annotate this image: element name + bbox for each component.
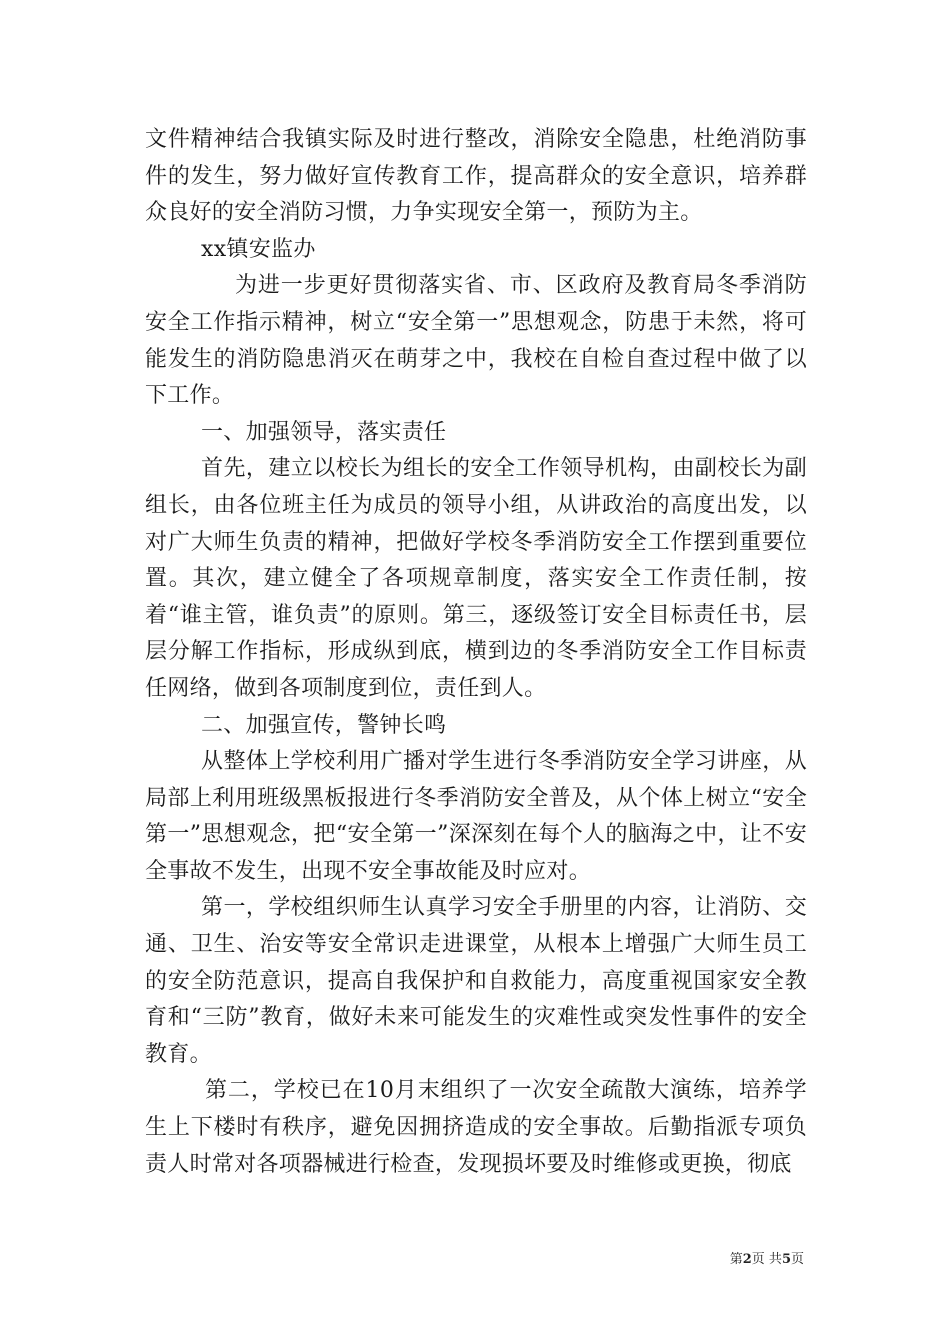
paragraph-publicity: 从整体上学校利用广播对学生进行冬季消防安全学习讲座，从局部上利用班级黑板报进行冬季消防安全普及，从个体上树立“安全第一”思想观念，把“安全第一”深深刻在每个人的脑海之中，让不安全事故不发生，出现不安全事故能及时应对。	[145, 749, 807, 884]
footer-suffix: 页	[790, 1252, 804, 1267]
paragraph-first: 第一，学校组织师生认真学习安全手册里的内容，让消防、交通、卫生、治安等安全常识走进课堂，从根本上增强广大师生员工的安全防范意识，提高自我保护和自救能力，高度重视国家安全教育和“三防”教育，做好未来可能发生的灾难性或突发性事件的安全教育。	[145, 895, 807, 1067]
paragraph-intro: 为进一步更好贯彻落实省、市、区政府及教育局冬季消防安全工作指示精神，树立“安全第一”思想观念，防患于未然，将可能发生的消防隐患消灭在萌芽之中，我校在自检自查过程中做了以下工作。	[145, 273, 807, 409]
document-body	[145, 122, 807, 1183]
page-number-footer	[730, 1248, 804, 1267]
section-heading-1: 一、加强领导，落实责任	[201, 419, 447, 445]
paragraph-leadership: 首先，建立以校长为组长的安全工作领导机构，由副校长为副组长，由各位班主任为成员的领导小组，从讲政治的高度出发，以对广大师生负责的精神，把做好学校冬季消防安全工作摆到重要位置。其次，建立健全了各项规章制度，落实安全工作责任制，按着“谁主管，谁负责”的原则。第三，逐级签订安全目标责任书，层层分解工作指标，形成纵到底，横到边的冬季消防安全工作目标责任网络，做到各项制度到位，责任到人。	[145, 456, 807, 701]
paragraph-second: 第二，学校已在10月末组织了一次安全疏散大演练，培养学生上下楼时有秩序，避免因拥挤造成的安全事故。后勤指派专项负责人时常对各项器械进行检查，发现损坏要及时维修或更换，彻底	[145, 1078, 807, 1177]
signature-line: xx镇安监办	[201, 236, 316, 262]
footer-prefix: 第	[729, 1252, 743, 1267]
section-heading-2: 二、加强宣传，警钟长鸣	[201, 712, 447, 738]
footer-total-pages: 5	[781, 1252, 791, 1267]
paragraph-continuation: 文件精神结合我镇实际及时进行整改，消除安全隐患，杜绝消防事件的发生，努力做好宣传教育工作，提高群众的安全意识，培养群众良好的安全消防习惯，力争实现安全第一，预防为主。	[145, 127, 807, 226]
footer-current-page: 2	[742, 1252, 752, 1267]
footer-middle: 页 共	[751, 1252, 782, 1267]
